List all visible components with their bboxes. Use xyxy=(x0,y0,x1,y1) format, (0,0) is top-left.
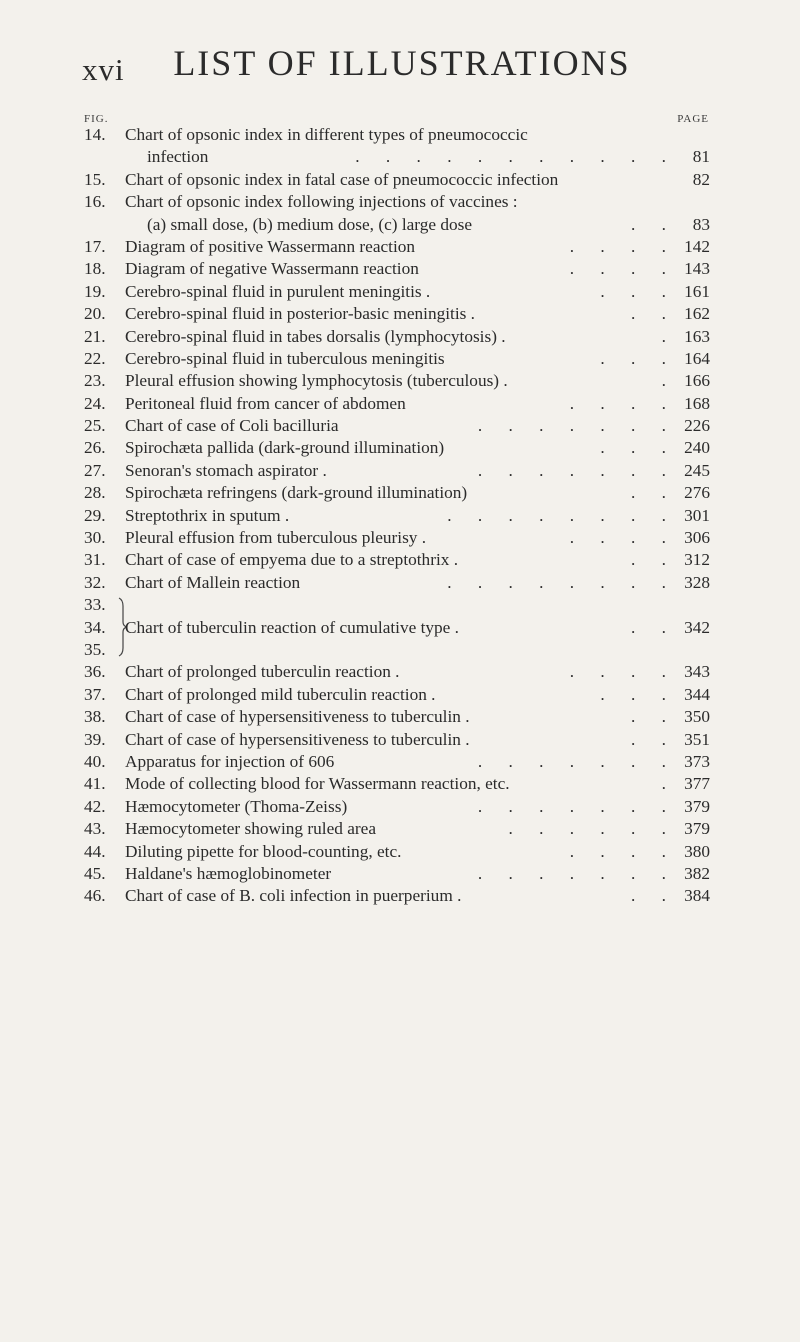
list-item xyxy=(84,370,714,392)
list-item xyxy=(84,706,714,728)
dot-leader: . . . . . . xyxy=(508,819,677,839)
figure-title: Chart of opsonic index in different types of pneumococcic xyxy=(125,125,528,144)
figure-title: Cerebro-spinal fluid in tabes dorsalis (lymphocytosis) . xyxy=(125,326,506,346)
figure-number: 30. xyxy=(84,528,106,548)
page-number: 301 xyxy=(684,505,710,525)
list-item xyxy=(84,258,714,280)
figure-number: 43. xyxy=(84,819,106,839)
figure-number: 42. xyxy=(84,796,106,816)
list-item xyxy=(84,549,714,571)
list-item xyxy=(84,661,714,683)
figure-title: Apparatus for injection of 606 xyxy=(125,751,335,771)
figure-number: 33. xyxy=(84,595,106,615)
figure-title: Diagram of negative Wassermann reaction xyxy=(125,259,419,279)
list-item xyxy=(84,885,714,907)
running-title: LIST OF ILLUSTRATIONS xyxy=(173,43,631,83)
figure-title: Chart of case of hypersensitiveness to tuberculin . xyxy=(125,707,470,727)
illustrations-list xyxy=(84,124,714,908)
page-number: 245 xyxy=(684,460,710,480)
figure-title: Haldane's hæmoglobinometer xyxy=(125,863,332,883)
list-item xyxy=(84,146,714,168)
list-item xyxy=(84,303,714,325)
page-number: 380 xyxy=(684,841,710,861)
figure-number: 17. xyxy=(84,236,106,256)
figure-number: 45. xyxy=(84,863,106,883)
list-item xyxy=(84,796,714,818)
page-number: 384 xyxy=(684,886,710,906)
figure-title: Spirochæta refringens (dark-ground illumination) xyxy=(125,483,468,503)
figure-title: Chart of opsonic index in fatal case of pneumococcic infection xyxy=(125,169,559,189)
figure-title: Chart of tuberculin reaction of cumulative type . xyxy=(125,617,459,637)
figure-number: 22. xyxy=(84,348,106,368)
page-number: 344 xyxy=(684,684,710,704)
list-item xyxy=(84,729,714,751)
dot-leader: . . . . xyxy=(569,236,677,256)
list-item xyxy=(84,617,714,639)
dot-leader: . . . xyxy=(600,281,677,301)
list-item xyxy=(84,236,714,258)
figure-number: 26. xyxy=(84,438,106,458)
figure-title: Hæmocytometer showing ruled area xyxy=(125,819,376,839)
figure-number: 41. xyxy=(84,774,106,794)
figure-number: 21. xyxy=(84,326,106,346)
page-number: 166 xyxy=(684,371,710,391)
figure-number: 37. xyxy=(84,684,106,704)
figure-number: 34. xyxy=(84,617,106,637)
page-number: 377 xyxy=(684,774,710,794)
figure-number: 16. xyxy=(84,192,106,212)
figure-title: Pleural effusion from tuberculous pleurisy . xyxy=(125,528,427,548)
list-item xyxy=(84,460,714,482)
page-column-label: PAGE xyxy=(677,113,709,125)
page-number: 379 xyxy=(684,819,710,839)
page-number: 168 xyxy=(684,393,710,413)
dot-leader: . . xyxy=(631,707,677,727)
list-item xyxy=(84,124,714,146)
figure-number: 38. xyxy=(84,707,106,727)
page-number: 350 xyxy=(684,707,710,727)
figure-number: 24. xyxy=(84,393,106,413)
list-item xyxy=(84,751,714,773)
figure-title: Streptothrix in sputum . xyxy=(125,505,290,525)
page-number: 161 xyxy=(684,281,710,301)
dot-leader: . . . . . . . . xyxy=(447,505,677,525)
list-item xyxy=(84,214,714,236)
page-number: 226 xyxy=(684,416,710,436)
figure-title: Cerebro-spinal fluid in purulent meningitis . xyxy=(125,281,431,301)
figure-title: Spirochæta pallida (dark-ground illumination) xyxy=(125,438,445,458)
page-number: 81 xyxy=(692,147,710,167)
dot-leader: . . . . xyxy=(569,841,677,861)
figure-number: 14. xyxy=(84,125,106,144)
figure-title: infection xyxy=(147,147,209,167)
figure-number: 23. xyxy=(84,371,106,391)
list-item xyxy=(84,169,714,191)
figure-number: 27. xyxy=(84,460,106,480)
dot-leader: . . xyxy=(631,483,677,503)
page-number: 342 xyxy=(684,617,710,637)
page-number: 328 xyxy=(684,572,710,592)
figure-number: 20. xyxy=(84,304,106,324)
dot-leader: . . . . . . . xyxy=(477,863,677,883)
dot-leader: . . xyxy=(631,617,677,637)
figure-number: 46. xyxy=(84,886,106,906)
list-item xyxy=(84,326,714,348)
dot-leader: . . . xyxy=(600,438,677,458)
page-number: 143 xyxy=(684,259,710,279)
figure-title: Hæmocytometer (Thoma-Zeiss) xyxy=(125,796,348,816)
figure-number: 39. xyxy=(84,729,106,749)
dot-leader: . . . . . . . xyxy=(477,796,677,816)
figure-number: 29. xyxy=(84,505,106,525)
figure-title: Chart of case of empyema due to a streptothrix . xyxy=(125,550,459,570)
list-item xyxy=(84,393,714,415)
figure-number: 32. xyxy=(84,572,106,592)
dot-leader: . . xyxy=(631,886,677,906)
figure-title: Senoran's stomach aspirator . xyxy=(125,460,327,480)
figure-number: 31. xyxy=(84,550,106,570)
dot-leader: . . . xyxy=(600,684,677,704)
page-number: 240 xyxy=(684,438,710,458)
dot-leader: . . . . xyxy=(569,393,677,413)
page-number: 82 xyxy=(692,169,710,189)
page-number: 306 xyxy=(684,528,710,548)
figure-title: Chart of Mallein reaction xyxy=(125,572,301,592)
list-item xyxy=(84,639,714,661)
list-item xyxy=(84,505,714,527)
dot-leader: . . . . . . . xyxy=(477,416,677,436)
dot-leader: . xyxy=(661,774,677,794)
figure-number: 15. xyxy=(84,169,106,189)
dot-leader: . . . . . . . . . . . xyxy=(355,147,677,167)
figure-title: Cerebro-spinal fluid in tuberculous meningitis xyxy=(125,348,445,368)
figure-number: 25. xyxy=(84,416,106,436)
page-number: 373 xyxy=(684,751,710,771)
fig-column-label: FIG. xyxy=(84,113,109,125)
page-number: 83 xyxy=(692,214,710,234)
figure-title: Chart of case of Coli bacilluria xyxy=(125,416,339,436)
dot-leader: . . . xyxy=(600,348,677,368)
list-item xyxy=(84,527,714,549)
dot-leader: . . . . xyxy=(569,259,677,279)
page-number: 276 xyxy=(684,483,710,503)
page-number: 382 xyxy=(684,863,710,883)
figure-title: Chart of prolonged mild tuberculin reaction . xyxy=(125,684,436,704)
figure-title: (a) small dose, (b) medium dose, (c) large dose xyxy=(147,214,473,234)
list-item xyxy=(84,773,714,795)
page-header xyxy=(82,42,722,92)
list-item xyxy=(84,482,714,504)
list-item xyxy=(84,863,714,885)
dot-leader: . . xyxy=(631,214,677,234)
list-item xyxy=(84,281,714,303)
figure-title: Diagram of positive Wassermann reaction xyxy=(125,236,416,256)
page-number: 343 xyxy=(684,662,710,682)
dot-leader: . . . . xyxy=(569,528,677,548)
page-number: 162 xyxy=(684,304,710,324)
list-item xyxy=(84,437,714,459)
figure-title: Pleural effusion showing lymphocytosis (tuberculous) . xyxy=(125,371,508,391)
dot-leader: . . xyxy=(631,550,677,570)
figure-number: 28. xyxy=(84,483,106,503)
figure-number: 40. xyxy=(84,751,106,771)
figure-number: 36. xyxy=(84,662,106,682)
dot-leader: . . . . xyxy=(569,662,677,682)
page-number: 312 xyxy=(684,550,710,570)
page-number: 164 xyxy=(684,348,710,368)
list-item xyxy=(84,594,714,616)
figure-title: Mode of collecting blood for Wassermann reaction, etc. xyxy=(125,774,510,794)
figure-title: Chart of opsonic index following injections of vaccines : xyxy=(125,192,518,212)
dot-leader: . . . . . . . . xyxy=(447,572,677,592)
figure-title: Chart of prolonged tuberculin reaction . xyxy=(125,662,400,682)
list-item xyxy=(84,415,714,437)
list-item xyxy=(84,348,714,370)
page-number: 379 xyxy=(684,796,710,816)
figure-number: 44. xyxy=(84,841,106,861)
dot-leader: . . . . . . . xyxy=(477,751,677,771)
page-number: 351 xyxy=(684,729,710,749)
figure-title: Chart of case of hypersensitiveness to tuberculin . xyxy=(125,729,470,749)
figure-number: 35. xyxy=(84,639,106,659)
figure-title: Peritoneal fluid from cancer of abdomen xyxy=(125,393,406,413)
dot-leader: . . . . . . . xyxy=(477,460,677,480)
dot-leader: . . xyxy=(631,729,677,749)
page-folio: xvi xyxy=(82,52,125,87)
list-item xyxy=(84,191,714,213)
figure-title: Chart of case of B. coli infection in puerperium . xyxy=(125,886,462,906)
list-item xyxy=(84,684,714,706)
dot-leader: . . xyxy=(631,304,677,324)
list-item xyxy=(84,572,714,594)
figure-title: Diluting pipette for blood-counting, etc. xyxy=(125,841,402,861)
page-number: 163 xyxy=(684,326,710,346)
figure-number: 18. xyxy=(84,259,106,279)
list-item xyxy=(84,841,714,863)
figure-title: Cerebro-spinal fluid in posterior-basic meningitis . xyxy=(125,304,476,324)
page-number: 142 xyxy=(684,236,710,256)
list-item xyxy=(84,818,714,840)
dot-leader: . xyxy=(661,371,677,391)
dot-leader: . xyxy=(661,326,677,346)
figure-number: 19. xyxy=(84,281,106,301)
